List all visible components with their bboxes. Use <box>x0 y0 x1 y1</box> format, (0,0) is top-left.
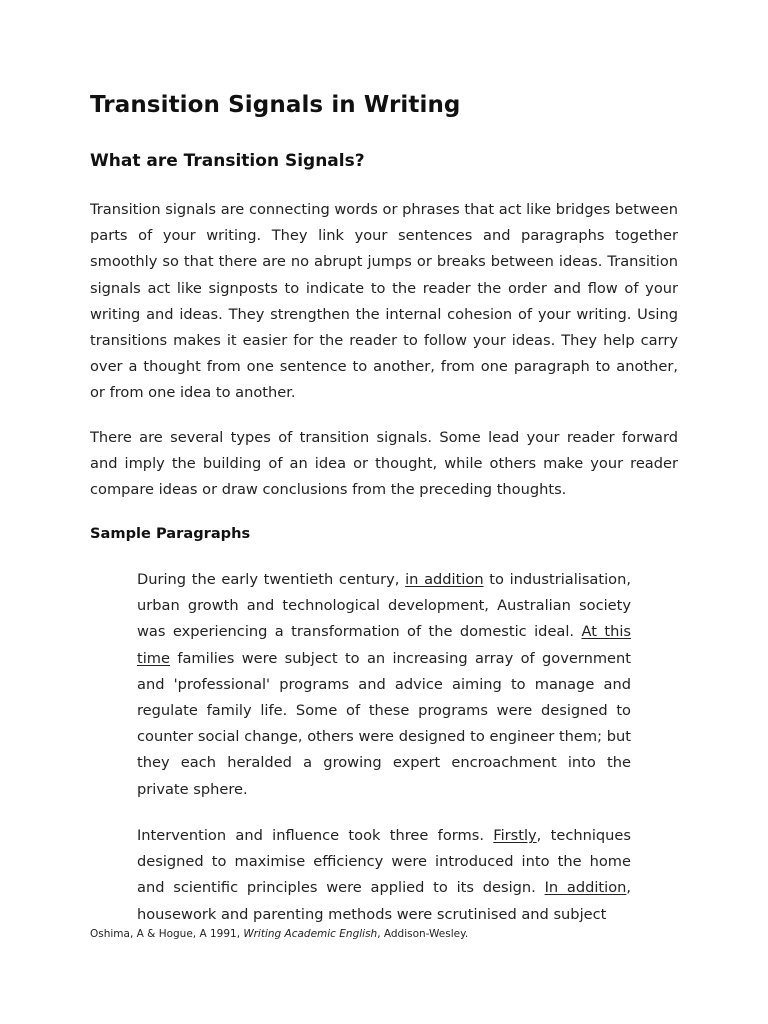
sample2-text-b: , techniques designed to maximise efficiency were introduced into the home and scientific principles were applied to its design. <box>137 827 631 897</box>
sample1-text-a: During the early twentieth century, <box>137 571 406 588</box>
sample-paragraph-1 <box>137 567 631 803</box>
sample2-text-c: , housework and parenting methods were scrutinised and subject <box>137 879 631 923</box>
underlined-transition: In addition <box>544 879 627 897</box>
sample-paragraphs-heading: Sample Paragraphs <box>90 525 251 542</box>
page-title: Transition Signals in Writing <box>90 92 461 118</box>
citation-authors: Oshima, A & Hogue, A 1991, <box>90 928 244 940</box>
underlined-transition: in addition <box>405 571 484 588</box>
sample1-text-b: to industrialisation, urban growth and technological development, Australian society was experiencing a transformation of the domestic ideal. <box>137 571 631 641</box>
underlined-transition: At this time <box>137 623 631 667</box>
underlined-transition: Firstly <box>493 827 537 844</box>
citation-book-title: Writing Academic English <box>243 928 378 940</box>
citation-footer <box>90 928 468 940</box>
sample1-text-c: families were subject to an increasing array of government and 'professional' programs and advice aiming to manage and regulate family life. Some of these programs were designed to counter social change, others were designed to engineer them; but they each heralded a growing expert encroachment into the private sphere. <box>137 649 631 798</box>
intro-paragraph: Transition signals are connecting words or phrases that act like bridges between parts of your writing. They link your sentences and paragraphs together smoothly so that there are no abrupt jumps or breaks between ideas. Transition signals act like signposts to indicate to the reader the order and flow of your writing and ideas. They strengthen the internal cohesion of your writing. Using transitions makes it easier for the reader to follow your ideas. They help carry over a thought from one sentence to another, from one paragraph to another, or from one idea to another. <box>90 201 678 402</box>
sample2-text-a: Intervention and influence took three forms. <box>137 827 494 844</box>
citation-publisher: , Addison-Wesley. <box>377 928 469 940</box>
sample-paragraph-2 <box>137 823 631 929</box>
section-subtitle: What are Transition Signals? <box>90 151 365 171</box>
types-paragraph: There are several types of transition signals. Some lead your reader forward and imply the building of an idea or thought, while others make your reader compare ideas or draw conclusions from the preceding thoughts. <box>90 429 678 499</box>
